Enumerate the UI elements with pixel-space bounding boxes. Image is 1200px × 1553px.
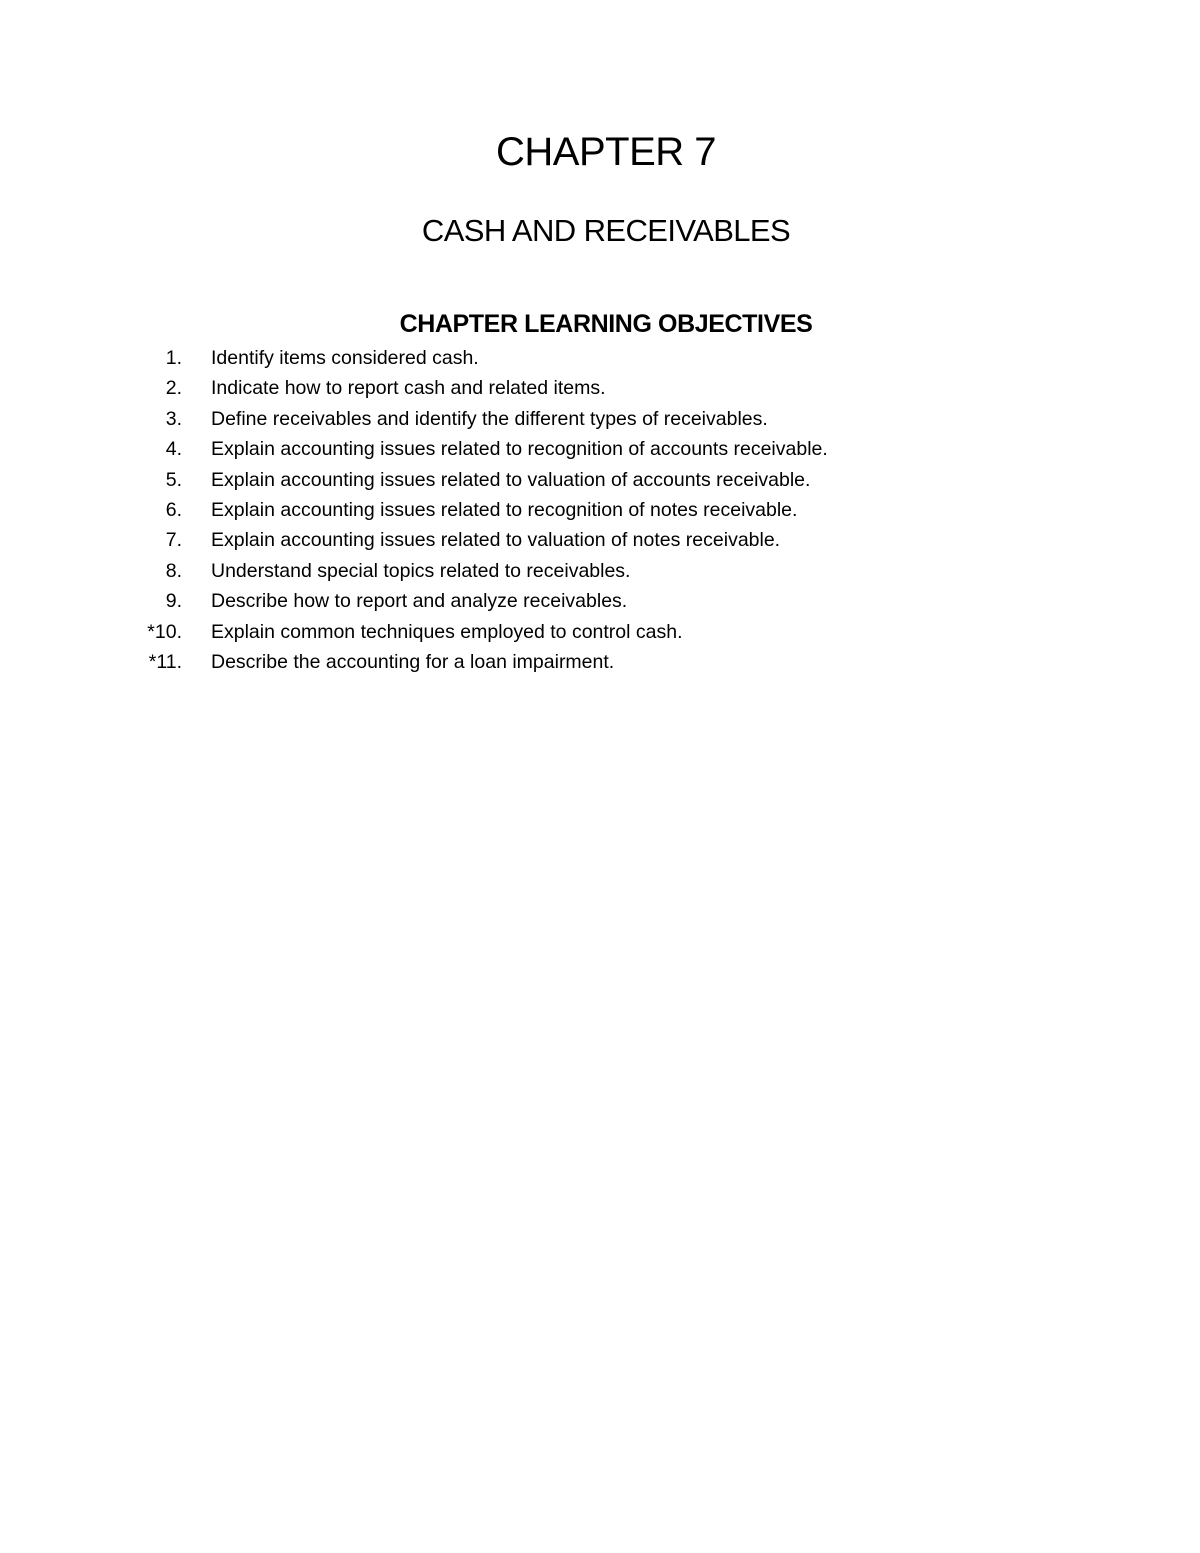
objective-number: 8.	[165, 559, 182, 582]
objective-number: 3.	[165, 407, 182, 430]
list-item	[0, 465, 1200, 495]
list-item	[0, 617, 1200, 647]
objective-number: 9.	[165, 590, 182, 613]
objective-number: 6.	[165, 498, 182, 521]
list-item	[0, 404, 1200, 434]
objective-number: *11.	[148, 650, 182, 673]
objectives-list	[0, 343, 1200, 677]
objective-text: Understand special topics related to receivables.	[211, 559, 631, 582]
list-item	[0, 647, 1200, 677]
objective-text: Define receivables and identify the different types of receivables.	[211, 407, 768, 430]
objective-number: 2.	[165, 377, 182, 400]
objective-number: 4.	[165, 438, 182, 461]
chapter-title: CASH AND RECEIVABLES	[421, 213, 791, 248]
objective-text: Explain accounting issues related to recognition of accounts receivable.	[211, 438, 828, 461]
list-item	[0, 525, 1200, 555]
objective-number: *10.	[147, 620, 182, 643]
objective-text: Explain accounting issues related to valuation of accounts receivable.	[211, 468, 811, 491]
objective-text: Explain accounting issues related to valuation of notes receivable.	[211, 529, 781, 552]
objective-text: Identify items considered cash.	[211, 347, 479, 369]
objective-text: Explain common techniques employed to control cash.	[211, 620, 683, 643]
list-item	[0, 556, 1200, 586]
objective-number: 7.	[165, 529, 182, 552]
objective-number: 5.	[165, 468, 182, 491]
objective-text: Explain accounting issues related to recognition of notes receivable.	[211, 498, 798, 521]
list-item	[0, 434, 1200, 464]
objective-number: 1.	[165, 347, 182, 369]
list-item	[0, 373, 1200, 403]
chapter-number: CHAPTER 7	[496, 130, 716, 174]
objective-text: Describe the accounting for a loan impairment.	[211, 650, 615, 673]
list-item	[0, 495, 1200, 525]
objective-text: Indicate how to report cash and related items.	[211, 377, 606, 400]
list-item	[0, 586, 1200, 616]
objectives-heading: CHAPTER LEARNING OBJECTIVES	[399, 310, 813, 338]
list-item	[0, 343, 1200, 373]
objective-text: Describe how to report and analyze receivables.	[211, 590, 628, 613]
